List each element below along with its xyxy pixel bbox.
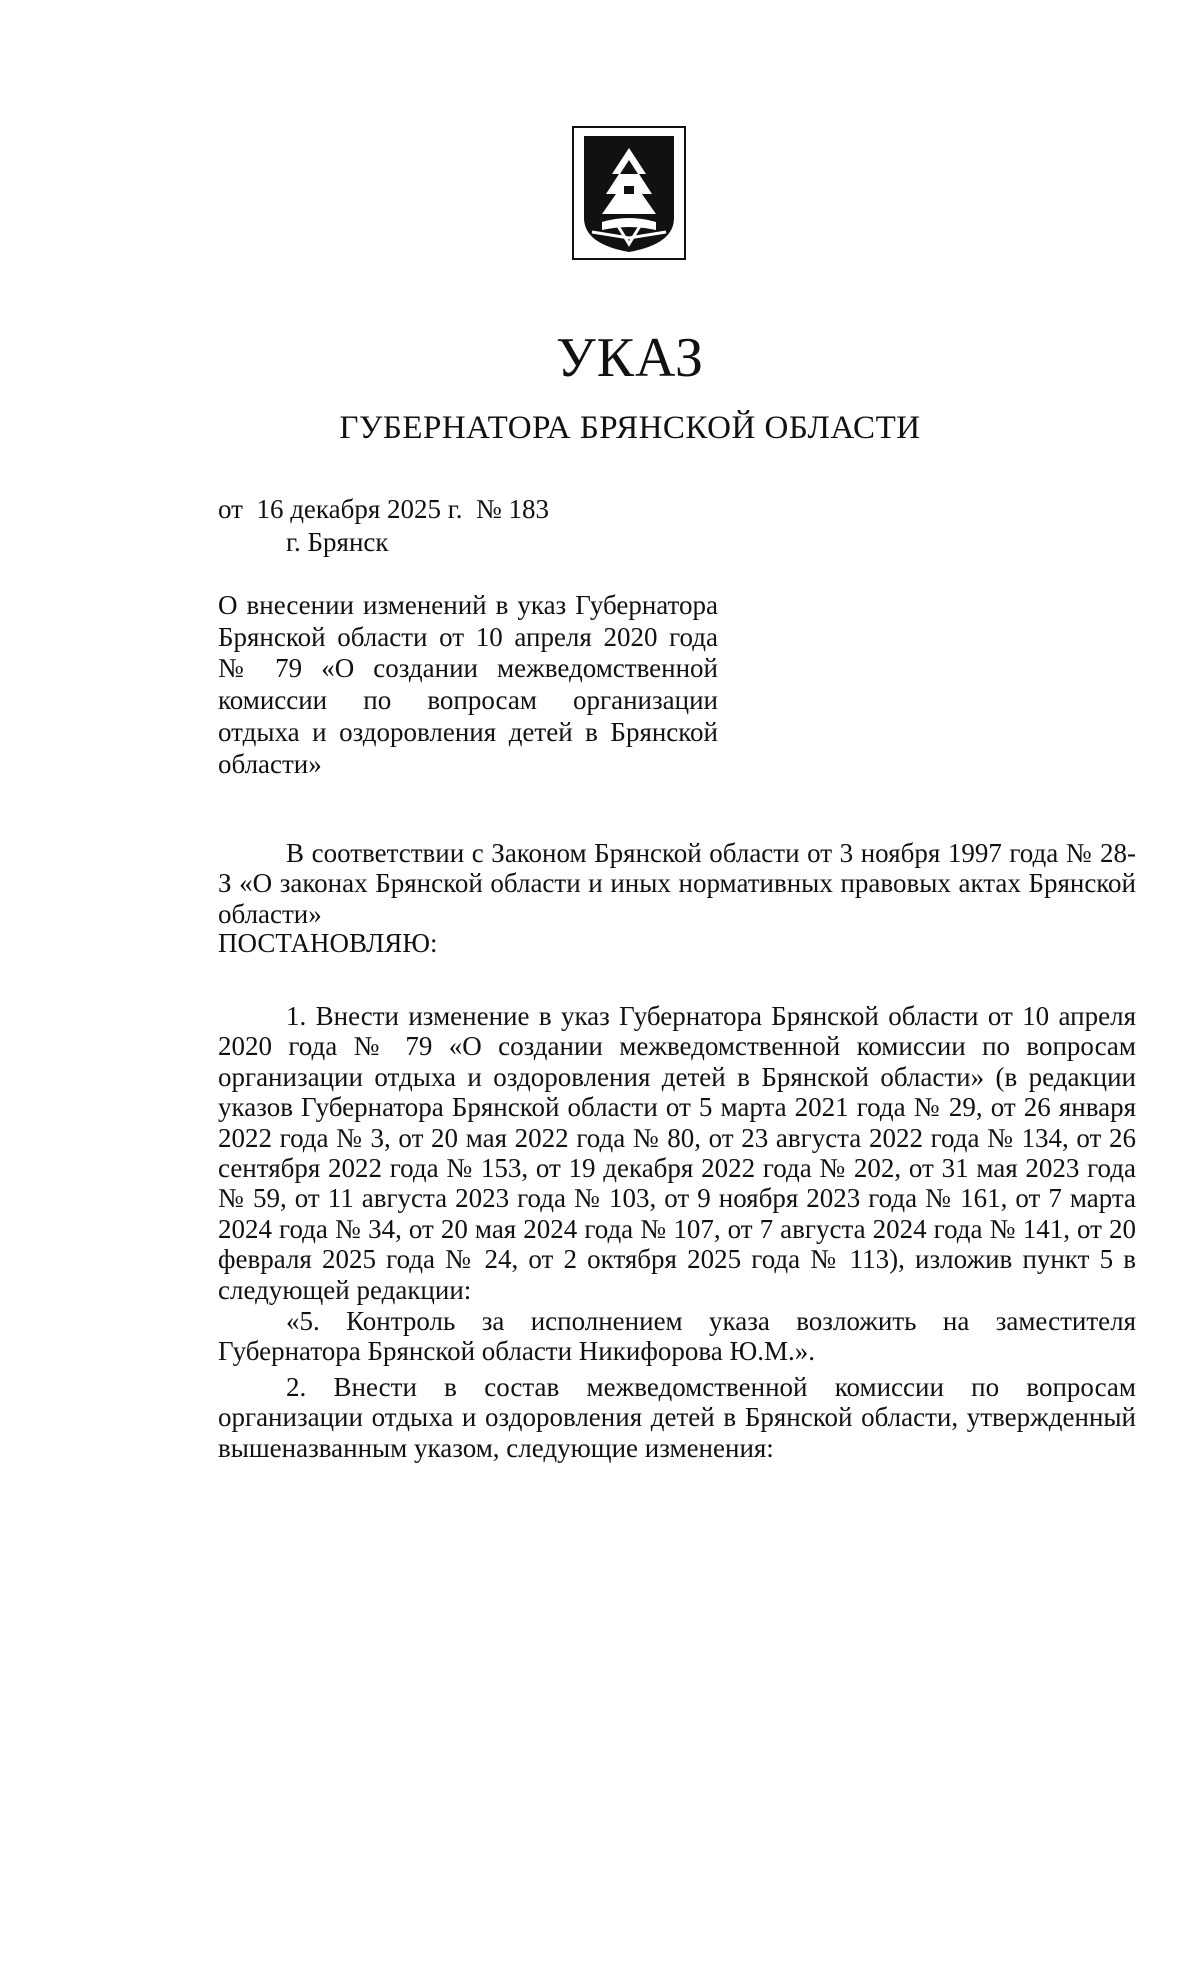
decree-word: ПОСТАНОВЛЯЮ: [218, 928, 438, 958]
document-subtitle: ГУБЕРНАТОРА БРЯНСКОЙ ОБЛАСТИ [339, 410, 921, 446]
item-1-paragraph: 1. Внести изменение в указ Губернатора Брянской области от 10 апреля 2020 года № 79 «О создании межведомственной комиссии по вопросам организации отдыха и оздоровления детей в Брянской области» (в редакции указов Губернатора Брянской области от 5 марта 2021 года № 29, от 26 января 2022 года № 3, от 20 мая 2022 года № 80, от 23 августа 2022 года № 134, от 26 сентября 2022 года № 153, от 19 декабря 2022 года № 202, от 31 мая 2023 года № 59, от 11 августа 2023 года № 103, от 9 ноября 2023 года № 161, от 7 марта 2024 года № 34, от 20 мая 2024 года № 107, от 7 августа 2024 года № 141, от 20 февраля 2025 года № 24, от 2 октября 2025 года № 113), изложив пункт 5 в следующей редакции: [218, 1001, 1136, 1305]
legal-basis-paragraph: В соответствии с Законом Брянской области от 3 ноября 1997 года № 28-З «О законах Брянской области и иных нормативных правовых актах Брянской области» [218, 838, 1136, 929]
coat-of-arms-icon [572, 126, 686, 260]
document-title: УКАЗ [555, 327, 705, 389]
item-1-new-text: «5. Контроль за исполнением указа возложить на заместителя Губернатора Брянской области Никифорова Ю.М.». [218, 1306, 1136, 1367]
document-subject: О внесении изменений в указ Губернатора Брянской области от 10 апреля 2020 года № 79 «О создании межведомственной комиссии по вопросам организации отдыха и оздоровления детей в Брянской области» [218, 590, 718, 779]
document-meta [218, 493, 549, 559]
item-2-paragraph: 2. Внести в состав межведомственной комиссии по вопросам организации отдыха и оздоровления детей в Брянской области, утвержденный вышеназванным указом, следующие изменения: [218, 1372, 1136, 1463]
city-line: г. Брянск [286, 527, 389, 557]
date-number-line: от 16 декабря 2025 г. № 183 [218, 494, 550, 524]
